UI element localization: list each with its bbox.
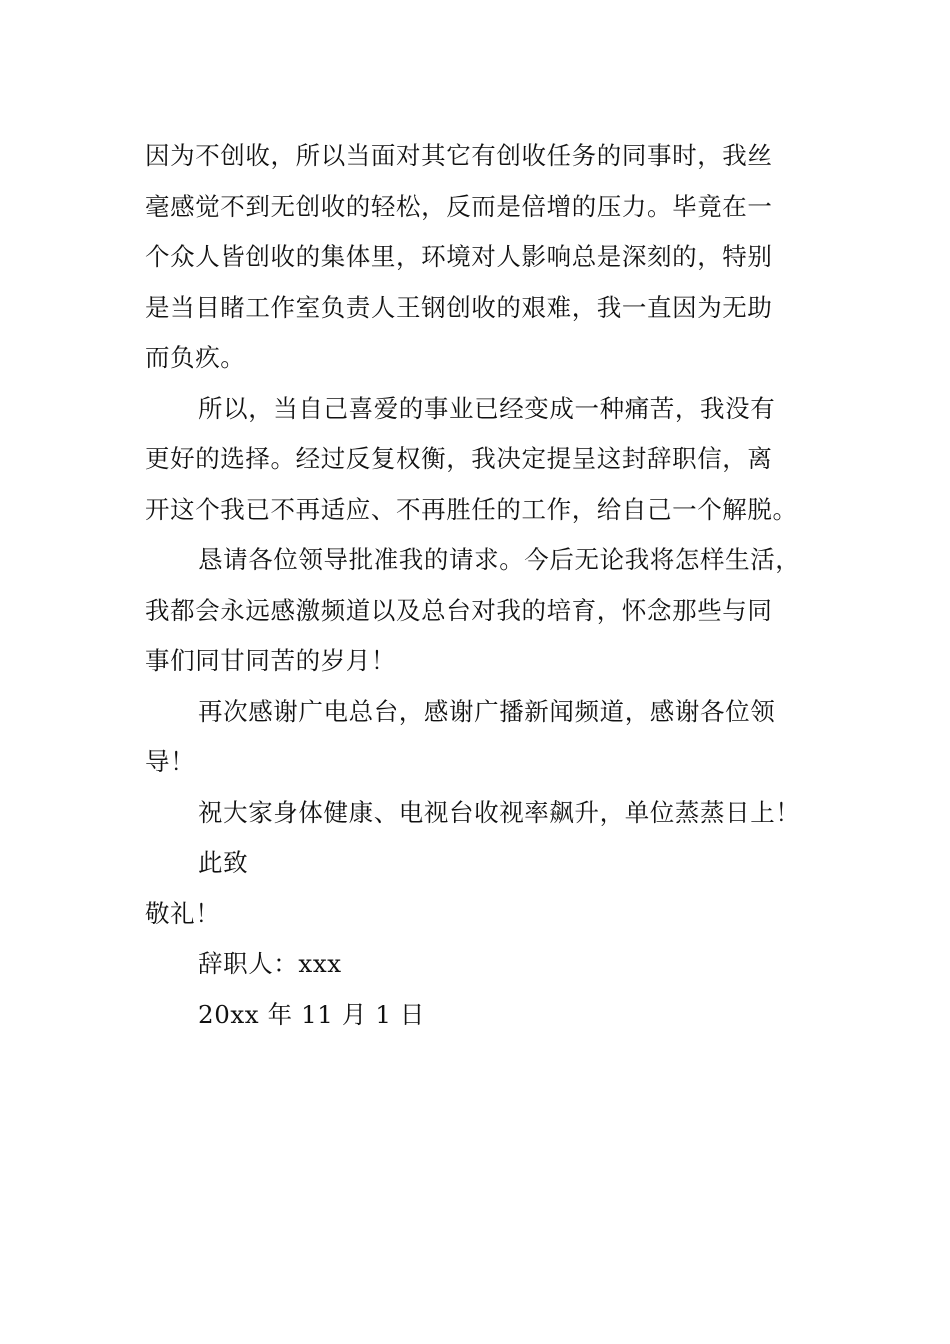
closing-respect: 敬礼！ <box>145 898 221 928</box>
text-line: 开这个我已不再适应、不再胜任的工作，给自己一个解脱。 <box>145 494 798 524</box>
text-line: 更好的选择。经过反复权衡，我决定提呈这封辞职信，离 <box>145 444 773 473</box>
text-line: 导！ <box>145 747 196 776</box>
closing-salutation: 此致 <box>198 848 249 877</box>
text-line: 因为不创收，所以当面对其它有创收任务的同事时，我丝 <box>145 141 773 170</box>
text-line: 祝大家身体健康、电视台收视率飙升，单位蒸蒸日上！ <box>198 797 801 827</box>
text-line: 再次感谢广电总台，感谢广播新闻频道，感谢各位领 <box>198 696 776 726</box>
text-line: 恳请各位领导批准我的请求。今后无论我将怎样生活， <box>198 545 801 574</box>
text-line: 个众人皆创收的集体里，环境对人影响总是深刻的，特别 <box>145 242 773 271</box>
signature-line: 辞职人：xxx <box>198 949 342 978</box>
text-line: 我都会永远感激频道以及总台对我的培育，怀念那些与同 <box>145 595 773 625</box>
text-line: 所以，当自己喜爱的事业已经变成一种痛苦，我没有 <box>198 393 776 423</box>
date-line: 20xx 年 11 月 1 日 <box>198 999 426 1029</box>
text-line: 是当目睹工作室负责人王钢创收的艰难，我一直因为无助 <box>145 292 773 322</box>
text-line: 毫感觉不到无创收的轻松，反而是倍增的压力。毕竟在一 <box>145 191 773 221</box>
text-line: 事们同甘同苦的岁月！ <box>145 646 396 675</box>
text-line: 而负疚。 <box>145 343 246 372</box>
letter-body <box>145 131 815 1040</box>
